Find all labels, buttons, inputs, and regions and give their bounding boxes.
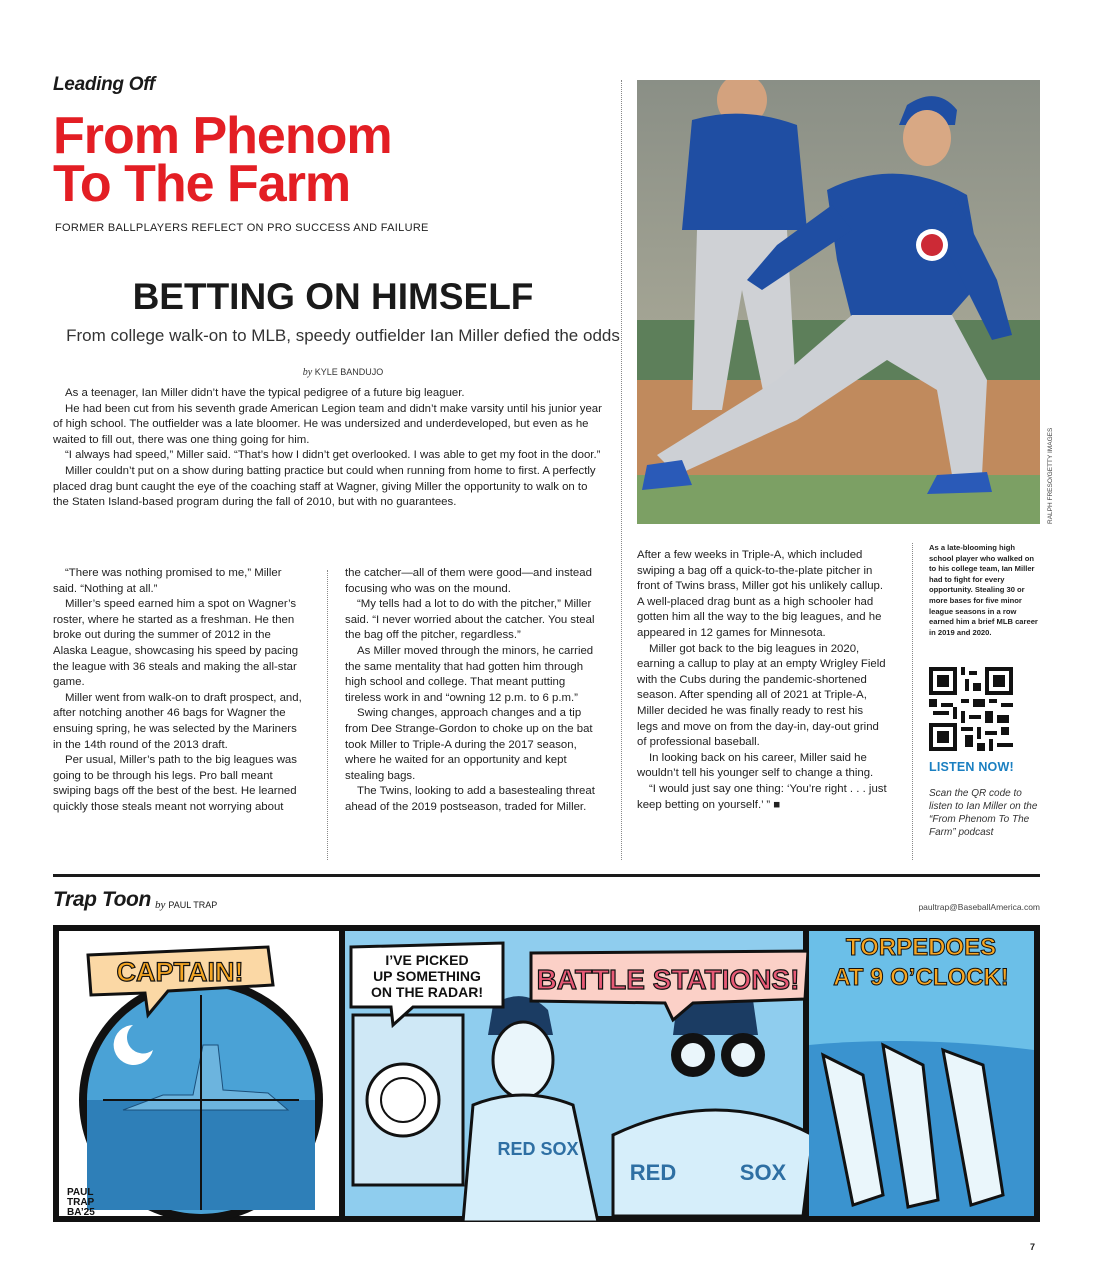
body-paragraph: In looking back on his career, Miller said he wouldn’t tell his younger self to change a thing. — [637, 751, 874, 780]
column-divider — [912, 543, 913, 860]
intro-paragraph: He had been cut from his seventh grade American Legion team and didn’t make varsity until his junior year of high school. The outfielder was a late bloomer. He was undersized and underdeveloped, but even as he waited to fill out, there was one thing going for him. — [53, 402, 602, 446]
body-paragraph: Miller got back to the big leagues in 2020, earning a callup to play at an empty Wrigley Field with the Cubs during the pandemic-shortened season. After spending all of 2021 at Triple-A, Miller decided he was finally ready to rest his legs and move on from the day-in, day-out grind of professional baseball. — [637, 642, 886, 749]
cartoon-by-prefix: by — [155, 899, 166, 911]
bubble-captain: CAPTAIN! — [116, 957, 244, 987]
body-paragraph: After a few weeks in Triple-A, which included swiping a bag off a quick-to-the-plate pitcher in front of Twins brass, Miller got his unlikely callup. A well-placed drag bunt as a high schooler had gotten him all the way to the big leagues, and he appeared in 12 games for Minnesota. — [637, 549, 884, 639]
bubble-battle-stations: BATTLE STATIONS! — [536, 964, 800, 995]
jersey-text-2-right: SOX — [739, 1160, 787, 1185]
headline-line-1: From Phenom — [53, 107, 392, 165]
jersey-text-2-left: RED — [629, 1160, 677, 1185]
body-paragraph: Miller went from walk-on to draft prospect, and, after notching another 46 bags for Wagner the ensuing spring, he was selected by the Mariners in the 14th round of the 2013 draft. — [53, 691, 302, 751]
body-paragraph: As Miller moved through the minors, he carried the same mentality that had gotten him through high school and college. That meant putting tireless work in and “owning 12 p.m. to 6 p.m.” — [345, 644, 594, 704]
intro-paragraph: Miller couldn’t put on a show during batting practice but could when running from home to first. A perfectly placed drag bunt caught the eye of the coaching staff at Wagner, giving Miller the opportunity to walk on to the Staten Island-based program during the fall of 2010, but with no guarantees. — [53, 464, 596, 509]
comic-panel-4 — [809, 931, 1034, 1216]
signature — [67, 1187, 95, 1218]
article-subtitle: From college walk-on to MLB, speedy outfielder Ian Miller defied the odds — [66, 326, 620, 345]
intro-paragraph: “I always had speed,” Miller said. “That’s how I didn’t get overlooked. I was able to get my foot in the door.” — [65, 449, 601, 462]
comic-strip — [53, 925, 1040, 1222]
cartoon-title: Trap Toon — [53, 888, 151, 911]
article-column-2 — [345, 566, 595, 816]
cartoon-byline — [155, 899, 217, 911]
article-column-3 — [637, 548, 887, 813]
bubble-radar-line-2: UP SOMETHING — [373, 968, 481, 984]
body-paragraph: Miller’s speed earned him a spot on Wagner’s roster, where he started as a freshman. He then broke out during the summer of 2012 in the Alaska League, showcasing his speed by pacing the league with 36 steals and making the all-star game. — [53, 598, 299, 689]
body-paragraph: The Twins, looking to add a basestealing threat ahead of the 2019 postseason, traded for Miller. — [345, 785, 595, 813]
cartoon-email[interactable]: paultrap@BaseballAmerica.com — [918, 902, 1040, 912]
jersey-text-1: RED SOX — [497, 1139, 579, 1159]
body-paragraph: Per usual, Miller’s path to the big leagues was going to be through his legs. Pro ball meant swiping bags off the best of the best. He learned quickly those steals meant not worrying about — [53, 754, 297, 813]
signature-line-3: BA’25 — [67, 1207, 95, 1218]
photo-credit: RALPH FRESO/GETTY IMAGES — [1047, 427, 1054, 524]
column-divider — [327, 570, 328, 860]
byline-prefix: by — [302, 367, 313, 378]
body-paragraph: “There was nothing promised to me,” Miller said. “Nothing at all.” — [53, 567, 282, 595]
torpedoes-line-2: AT 9 O’CLOCK! — [833, 964, 1009, 991]
intro-paragraph: As a teenager, Ian Miller didn’t have the typical pedigree of a future big leaguer. — [65, 387, 465, 399]
comic-panel-1 — [59, 931, 339, 1222]
feature-deck: FORMER BALLPLAYERS REFLECT ON PRO SUCCESS AND FAILURE — [55, 222, 429, 234]
page-number: 7 — [1030, 1242, 1036, 1252]
qr-instructions: Scan the QR code to listen to Ian Miller on the “From Phenom To The Farm” podcast — [929, 788, 1038, 838]
headline-line-2: To The Farm — [53, 155, 351, 213]
bubble-radar-line-3: ON THE RADAR! — [371, 984, 483, 1000]
cartoon-artist: PAUL TRAP — [168, 900, 218, 910]
section-kicker: Leading Off — [53, 74, 155, 95]
signature-line-1: PAUL — [67, 1187, 94, 1198]
column-divider — [621, 80, 622, 860]
article-title: BETTING ON HIMSELF — [132, 276, 534, 317]
player-photo — [637, 80, 1040, 524]
listen-now-label[interactable]: LISTEN NOW! — [929, 760, 1014, 774]
torpedoes-line-1: TORPEDOES — [845, 934, 997, 961]
body-paragraph: the catcher—all of them were good—and instead focusing who was on the mound. — [345, 567, 592, 595]
body-paragraph: “I would just say one thing: ‘You’re right . . . just keep betting on yourself.’ ” ■ — [637, 782, 887, 811]
feature-headline — [53, 107, 613, 213]
body-paragraph: “My tells had a lot to do with the pitcher,” Miller said. “I never worried about the catcher. You steal the bag off the pitcher, regardless.” — [345, 598, 595, 642]
byline-author: KYLE BANDUJO — [314, 367, 384, 377]
article-intro — [53, 386, 605, 511]
comic-panel-2-3 — [345, 931, 813, 1222]
body-paragraph: Swing changes, approach changes and a tip from Dee Strange-Gordon to choke up on the bat took Miller to Triple-A during the 2017 season, where he waited for an opportunity and kept stealing bags. — [345, 707, 593, 782]
byline — [53, 367, 633, 378]
player-photo-illustration — [637, 80, 1040, 524]
qr-code[interactable] — [929, 667, 1013, 751]
photo-caption: As a late-blooming high school player who walked on to his college team, Ian Miller had to fight for every opportunity. Stealing 30 or more bases for five minor league seasons in a row earned him a brief MLB career in 2019 and 2020. — [929, 543, 1038, 637]
section-rule — [53, 874, 1040, 877]
signature-line-2: TRAP — [67, 1197, 95, 1208]
article-column-1 — [53, 566, 303, 816]
bubble-radar-line-1: I’VE PICKED — [385, 952, 469, 968]
